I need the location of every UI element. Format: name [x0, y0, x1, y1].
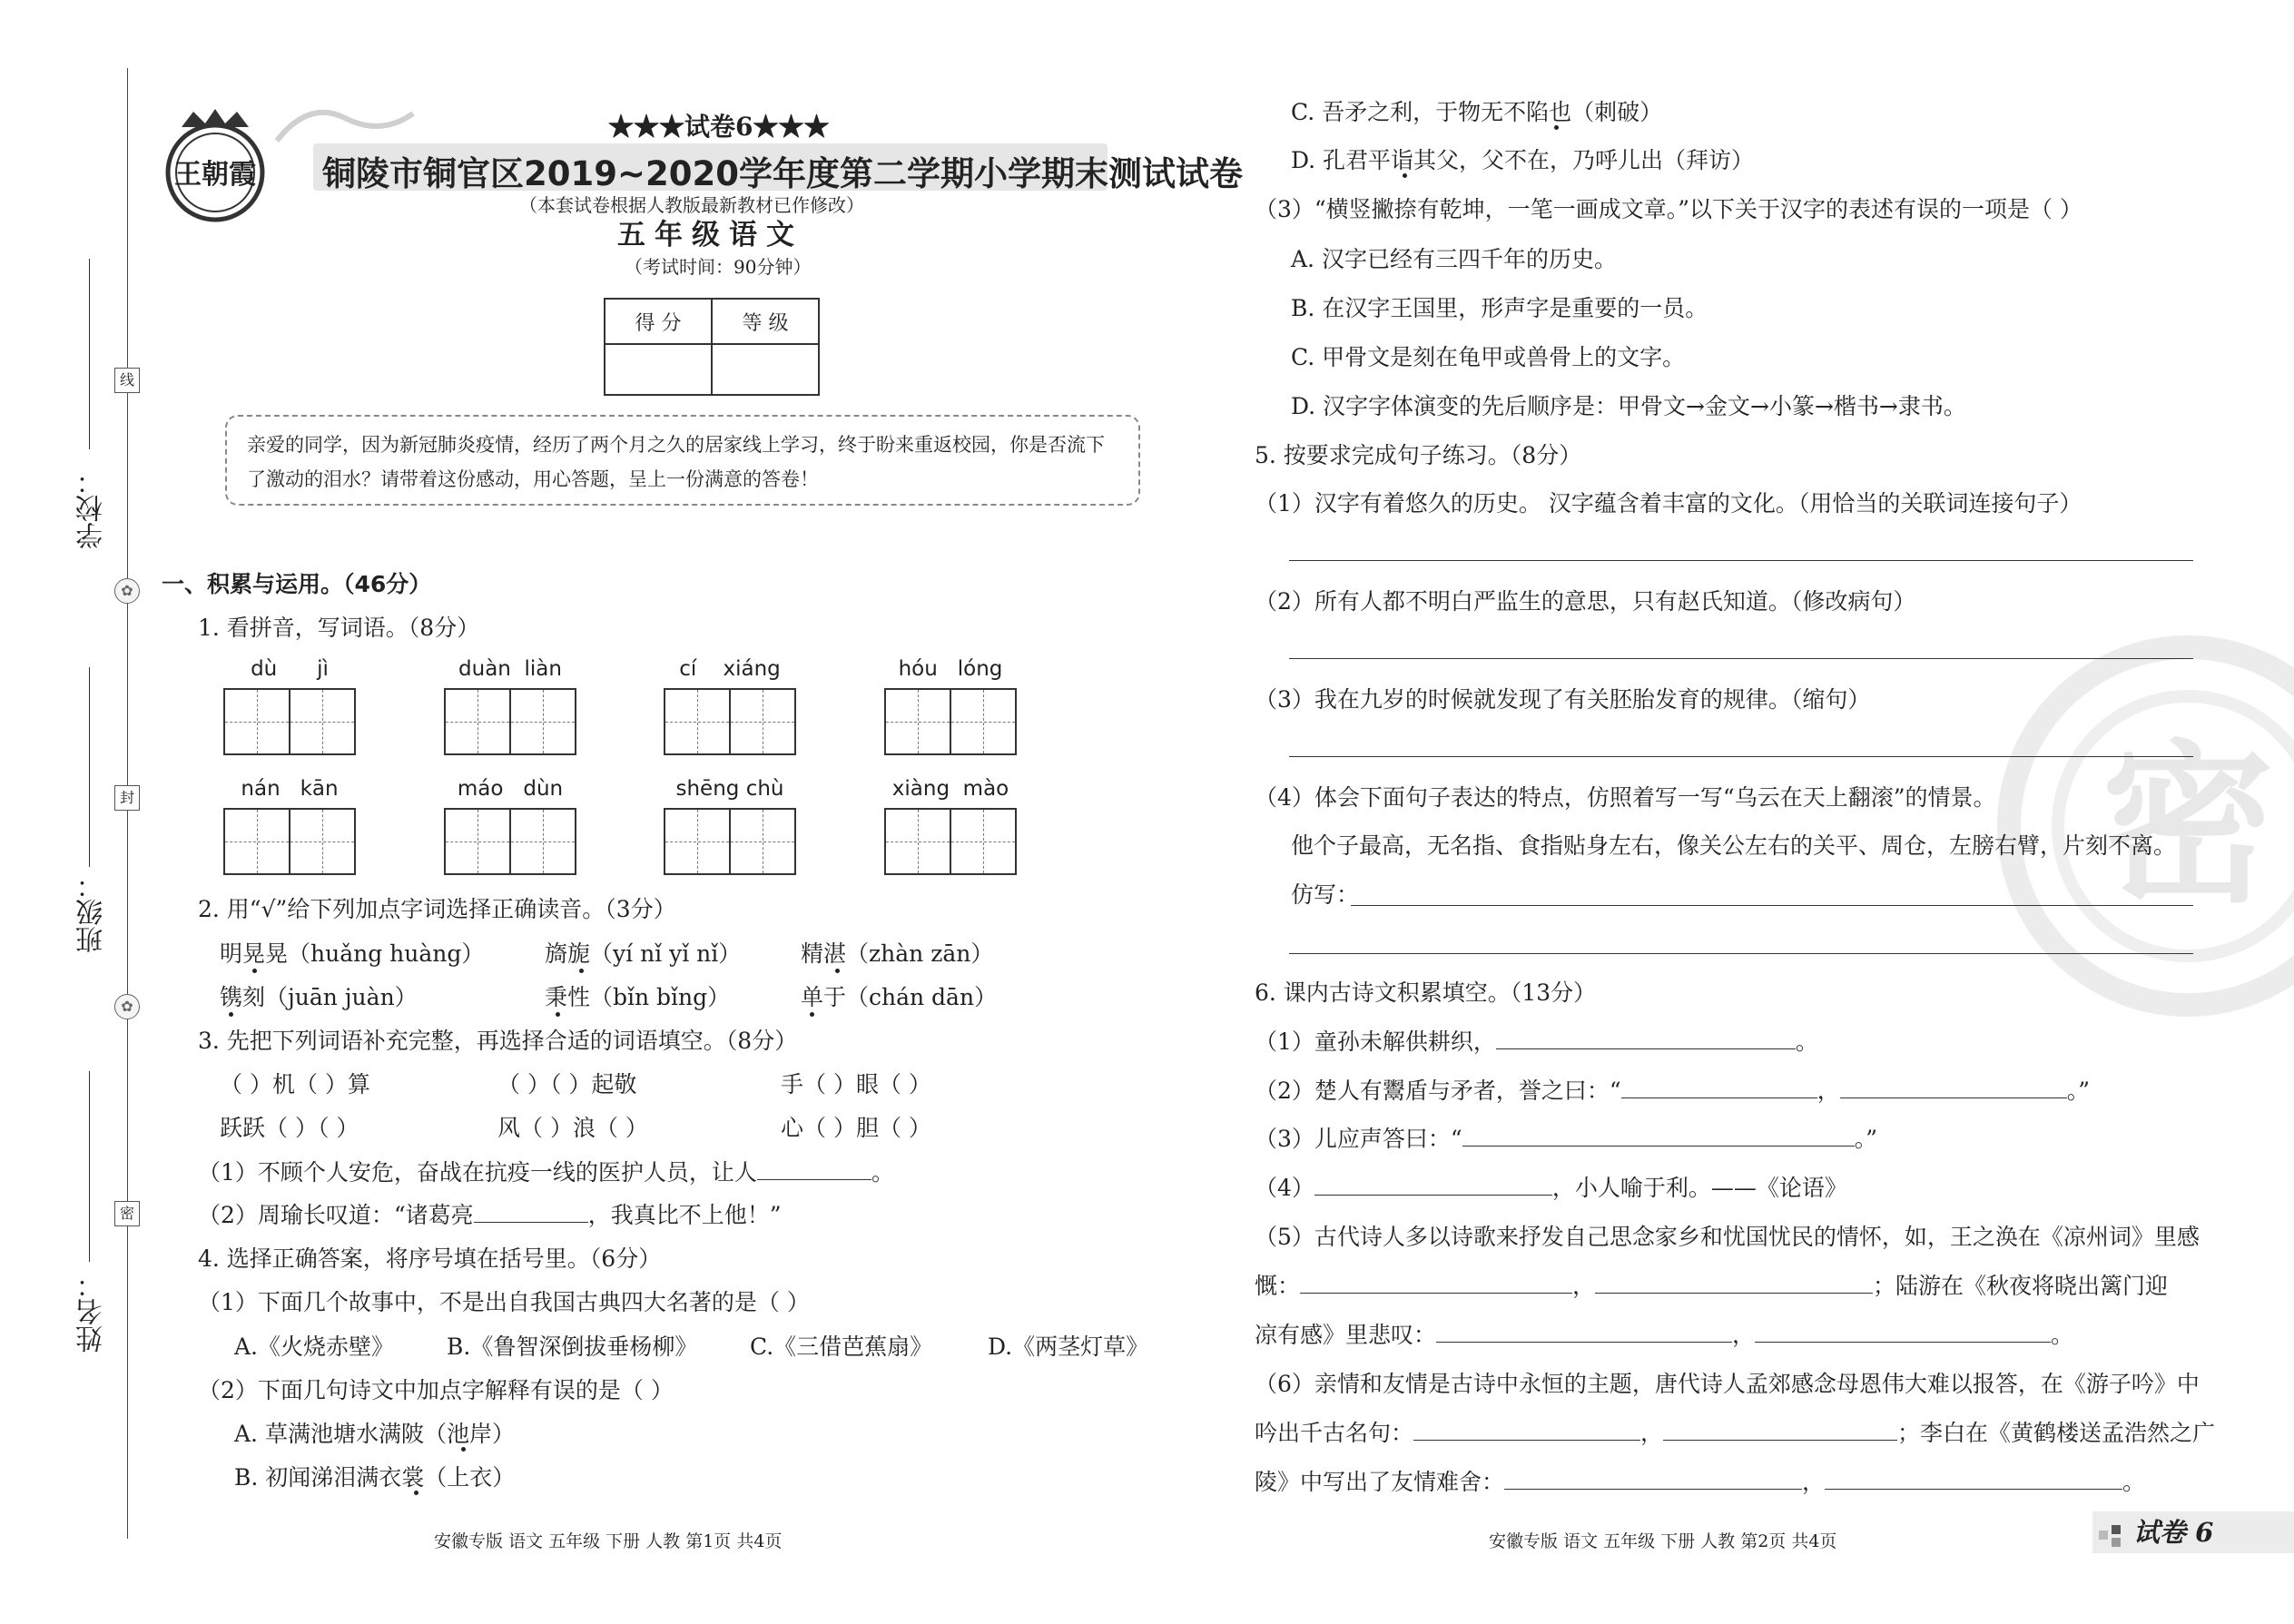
emphasis-dot [1554, 125, 1559, 130]
level-cell[interactable] [712, 344, 819, 395]
question-4-title: 4. 选择正确答案，将序号填在括号里。（6分） [198, 1245, 662, 1272]
pinyin-item [664, 777, 796, 875]
name-field[interactable] [89, 1071, 90, 1262]
level-header: 等 级 [712, 299, 819, 344]
pinyin-label: dù jì [251, 657, 329, 681]
sentence-text: 陵》中写出了友情难舍： [1255, 1469, 1505, 1495]
choice-option[interactable]: C. 吾矛之利，于物无不陷也（刺破） [1291, 99, 1663, 125]
logo-text: 王朝霞 [174, 159, 256, 191]
reading-option[interactable]: 秉性（bǐn bǐng） [545, 984, 731, 1010]
sentence-end: 。” [1854, 1126, 1877, 1152]
answer-line[interactable] [1289, 658, 2193, 659]
answer-blank[interactable] [1663, 1420, 1897, 1441]
seal-mark-secret: 密 [114, 1201, 140, 1226]
class-label: 班级： [76, 871, 108, 953]
fill-sentence [1255, 1418, 2215, 1449]
sub-question: （3）我在九岁的时候就发现了有关胚胎发育的规律。（缩句） [1255, 686, 1871, 713]
reading-option[interactable]: 单于（chán dān） [801, 984, 998, 1010]
reading-option[interactable]: 明晃晃（huǎng huàng） [220, 940, 485, 967]
emphasis-dot [810, 1012, 814, 1017]
fill-sentence [1255, 1320, 2073, 1351]
sentence-text: ；李白在《黄鹤楼送孟浩然之广 [1897, 1420, 2216, 1446]
choice-option[interactable]: B. 在汉字王国里，形声字是重要的一员。 [1291, 295, 1708, 321]
idiom-blank[interactable]: （ ）（ ）起敬 [497, 1071, 637, 1097]
score-table [604, 298, 820, 396]
pinyin-item [444, 777, 576, 875]
answer-blank[interactable] [757, 1159, 871, 1180]
answer-blank[interactable] [1621, 1078, 1817, 1098]
edition-note: （本套试卷根据人教版最新教材已作修改） [519, 194, 864, 216]
class-field[interactable] [89, 667, 90, 867]
answer-grid[interactable] [223, 808, 356, 875]
example-sentence: 他个子最高，无名指、食指贴身左右，像关公左右的关平、周仓，左膀右臂，片刻不离。 [1291, 832, 2177, 859]
paper-badge-label: 试卷 6 [2133, 1517, 2214, 1548]
answer-grid[interactable] [664, 808, 796, 875]
section-heading: 一、积累与运用。（46分） [162, 571, 432, 597]
reading-option[interactable]: 旖旎（yí nǐ yǐ nǐ） [545, 940, 742, 967]
separator: ， [1640, 1420, 1664, 1446]
answer-blank[interactable] [1840, 1078, 2067, 1098]
answer-blank[interactable] [1755, 1322, 2051, 1343]
question-6-title: 6. 课内古诗文积累填空。（13分） [1255, 979, 1597, 1006]
sentence-end: ，我真比不上他！” [587, 1202, 782, 1228]
school-field[interactable] [89, 259, 90, 449]
answer-grid[interactable] [444, 808, 576, 875]
separator: ， [1816, 1078, 1840, 1104]
sentence-text: ；陆游在《秋夜将晓出篱门迎 [1873, 1273, 2169, 1299]
intro-message: 亲爱的同学，因为新冠肺炎疫情，经历了两个月之久的居家线上学习，终于盼来重返校园，你是否流下了激动的泪水？请带着这份感动，用心答题，呈上一份满意的答卷！ [225, 415, 1140, 506]
pinyin-label: nán kān [241, 777, 339, 801]
pinyin-item [884, 777, 1017, 875]
sentence-text: 慨： [1255, 1273, 1301, 1299]
fill-sentence [1255, 1027, 1818, 1058]
sentence-end: 。 [2122, 1469, 2146, 1495]
answer-grid[interactable] [664, 688, 796, 755]
fill-sentence [1255, 1076, 2090, 1107]
question-1-title: 1. 看拼音，写词语。（8分） [198, 615, 480, 641]
choice-option[interactable]: A. 草满池塘水满陂（池岸） [234, 1421, 515, 1447]
emphasis-dot [556, 1012, 560, 1017]
idiom-blank[interactable]: （ ）机（ ）算 [220, 1071, 370, 1097]
name-label: 姓名： [76, 1271, 108, 1353]
idiom-blank[interactable]: 跃跃（ ）（ ） [220, 1115, 359, 1141]
question-5-title: 5. 按要求完成句子练习。（8分） [1255, 442, 1582, 468]
sub-question: （2）下面几句诗文中加点字解释有误的是（ ） [198, 1377, 674, 1403]
separator: ， [1802, 1469, 1826, 1495]
separator: ， [1732, 1322, 1756, 1348]
fill-sentence [1255, 1467, 2145, 1498]
answer-blank[interactable] [1825, 1469, 2122, 1490]
exam-time: （考试时间：90分钟） [625, 256, 812, 278]
sub-question: （4）体会下面句子表达的特点，仿照着写一写“乌云在天上翻滚”的情景。 [1255, 784, 1996, 811]
emphasis-dot [579, 969, 584, 973]
pinyin-item [223, 657, 356, 755]
paper-number-heading: ★★★试卷6★★★ [608, 112, 830, 142]
emphasis-dot [835, 969, 840, 973]
reading-option[interactable]: 镌刻（juān juàn） [220, 984, 418, 1010]
choice-option[interactable]: C. 甲骨文是刻在龟甲或兽骨上的文字。 [1291, 344, 1686, 370]
exam-title: 铜陵市铜官区2019~2020学年度第二学期小学期末测试试卷 [322, 154, 1243, 193]
answer-blank[interactable] [1496, 1029, 1796, 1049]
question-3-title: 3. 先把下列词语补充完整，再选择合适的词语填空。（8分） [198, 1028, 798, 1054]
answer-grid[interactable] [444, 688, 576, 755]
answer-blank[interactable] [1595, 1273, 1873, 1294]
answer-line[interactable] [1289, 560, 2193, 561]
seal-mark-line: 线 [114, 368, 140, 393]
sub-question: （6）亲情和友情是古诗中永恒的主题，唐代诗人孟郊感念母恩伟大难以报答，在《游子吟》中 [1255, 1371, 2200, 1397]
pinyin-label: shēng chù [675, 777, 784, 801]
pinyin-item [444, 657, 576, 755]
sentence-text: （4） [1255, 1175, 1314, 1201]
separator: ， [1572, 1273, 1596, 1299]
answer-grid[interactable] [884, 688, 1017, 755]
school-label: 学校： [76, 468, 108, 549]
fill-sentence [1255, 1271, 2168, 1302]
watermark-text: 密 [2052, 690, 2294, 962]
pinyin-label: xiàng mào [891, 777, 1009, 801]
fill-sentence [1255, 1124, 1877, 1155]
choice-option[interactable]: B. 初闻涕泪满衣裳（上衣） [234, 1464, 516, 1491]
answer-blank[interactable] [1300, 1273, 1572, 1294]
answer-blank[interactable] [1504, 1469, 1802, 1490]
idiom-blank[interactable]: 手（ ）眼（ ） [781, 1071, 931, 1097]
sentence-text: （2）周瑜长叹道：“诸葛亮 [198, 1202, 474, 1228]
choice-option[interactable]: D. 汉字字体演变的先后顺序是：甲骨文→金文→小篆→楷书→隶书。 [1291, 393, 1966, 419]
question-2-title: 2. 用“√”给下列加点字词选择正确读音。（3分） [198, 896, 676, 922]
sub-question: （2）所有人都不明白严监生的意思，只有赵氏知道。（修改病句） [1255, 588, 1916, 615]
fill-sentence [198, 1200, 782, 1231]
sentence-text: （1）不顾个人安危，奋战在抗疫一线的医护人员，让人 [198, 1159, 757, 1186]
score-header: 得 分 [605, 299, 712, 344]
emphasis-dot [1403, 173, 1407, 178]
sentence-end: 。 [871, 1159, 894, 1186]
choice-option[interactable]: C.《三借芭蕉扇》 [750, 1334, 933, 1360]
pinyin-label: máo dùn [457, 777, 564, 801]
choice-option[interactable]: D.《两茎灯草》 [988, 1334, 1149, 1360]
sub-question: （5）古代诗人多以诗歌来抒发自己思念家乡和忧国忧民的情怀，如，王之涣在《凉州词》里感 [1255, 1224, 2200, 1250]
choice-option[interactable]: D. 孔君平诣其父，父不在，乃呼儿出（拜访） [1291, 147, 1755, 173]
sub-question: （3）“横竖撇捺有乾坤，一笔一画成文章。”以下关于汉字的表述有误的一项是（ ） [1255, 196, 2082, 222]
answer-blank[interactable] [1462, 1126, 1855, 1147]
answer-line[interactable] [1289, 953, 2193, 954]
idiom-blank[interactable]: 心（ ）胆（ ） [781, 1115, 931, 1141]
idiom-blank[interactable]: 风（ ）浪（ ） [497, 1115, 648, 1141]
sentence-text: 凉有感》里悲叹： [1255, 1322, 1437, 1348]
answer-blank[interactable] [1436, 1322, 1732, 1343]
imitation-label: 仿写： [1291, 881, 1360, 908]
page-footer-left: 安徽专版 语文 五年级 下册 人教 第1页 共4页 [434, 1531, 783, 1551]
sentence-text: （2）楚人有鬻盾与矛者，誉之曰：“ [1255, 1078, 1621, 1104]
sub-question: （1）下面几个故事中，不是出自我国古典四大名著的是（ ） [198, 1289, 810, 1315]
answer-blank[interactable] [474, 1202, 588, 1223]
pinyin-item [223, 777, 356, 875]
flower-icon: ✿ [114, 994, 140, 1019]
pinyin-label: hóu lóng [898, 657, 1003, 681]
sentence-end: ，小人喻于利。——《论语》 [1551, 1175, 1847, 1201]
choice-option[interactable]: A.《火烧赤壁》 [234, 1334, 395, 1360]
answer-grid[interactable] [223, 688, 356, 755]
pinyin-label: cí xiáng [679, 657, 781, 681]
flower-icon: ✿ [114, 578, 140, 604]
answer-blank[interactable] [1314, 1175, 1552, 1196]
logo-seal-icon [162, 107, 269, 225]
pinyin-label: duàn liàn [458, 657, 562, 681]
emphasis-dot [252, 969, 257, 973]
score-cell[interactable] [605, 344, 712, 395]
sentence-end: 。 [2051, 1322, 2074, 1348]
answer-grid[interactable] [884, 808, 1017, 875]
sentence-text: （3）儿应声答曰：“ [1255, 1126, 1462, 1152]
answer-line[interactable] [1289, 756, 2193, 757]
fill-sentence [198, 1157, 894, 1188]
answer-blank[interactable] [1413, 1420, 1640, 1441]
sentence-end: 。” [2066, 1078, 2090, 1104]
page-footer-right: 安徽专版 语文 五年级 下册 人教 第2页 共4页 [1489, 1531, 1837, 1551]
sentence-text: 吟出千古名句： [1255, 1420, 1414, 1446]
subject-title: 五年级语文 [617, 219, 803, 251]
emphasis-dot [461, 1447, 466, 1452]
fill-sentence [1255, 1173, 1847, 1204]
ribbon-decoration [272, 95, 418, 150]
answer-line[interactable] [1351, 905, 2193, 906]
pinyin-item [884, 657, 1017, 755]
pinyin-item [664, 657, 796, 755]
sentence-end: 。 [1795, 1029, 1818, 1055]
choice-option[interactable]: A. 汉字已经有三四千年的历史。 [1291, 246, 1617, 272]
seal-mark-seal: 封 [114, 785, 140, 811]
emphasis-dot [229, 1012, 233, 1017]
sentence-text: （1）童孙未解供耕织， [1255, 1029, 1496, 1055]
choice-option[interactable]: B.《鲁智深倒拔垂杨柳》 [447, 1334, 698, 1360]
reading-option[interactable]: 精湛（zhàn zān） [801, 940, 994, 967]
emphasis-dot [414, 1491, 418, 1495]
sub-question: （1）汉字有着悠久的历史。 汉字蕴含着丰富的文化。（用恰当的关联词连接句子） [1255, 490, 2082, 517]
